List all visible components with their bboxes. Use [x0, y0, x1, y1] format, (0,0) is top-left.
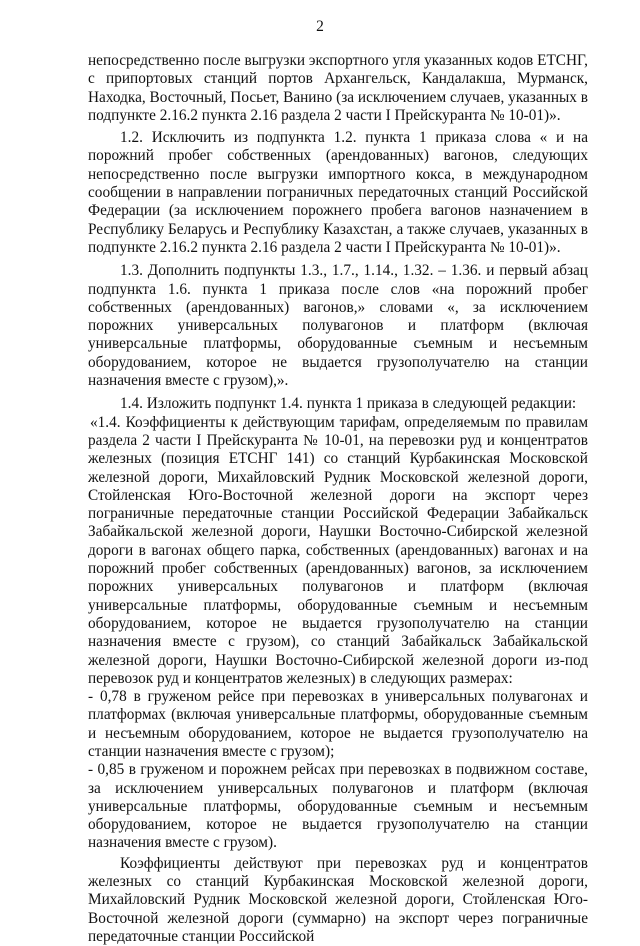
paragraph-continuation: непосредственно после выгрузки экспортного угля указанных кодов ЕТСНГ, с припортовых станций портов Архангельск, Кандалакша, Мурманск, Находка, Восточный, Посьет, Ванино (за исключением случаев, указанных в подпункте 2.16.2 пункта 2.16 раздела 2 части I Прейскуранта № 10-01)». — [88, 52, 588, 124]
document-body — [88, 52, 588, 946]
list-item-rate-078: - 0,78 в груженом рейсе при перевозках в универсальных полувагонах и платформах (включая универсальные платформы, оборудованные съемным и несъемным оборудованием, которое не выдается грузополучателю на станции назначения вместе с грузом); — [88, 688, 588, 760]
page-number: 2 — [316, 18, 324, 35]
paragraph-coefficients: Коэффициенты действуют при перевозках руд и концентратов железных со станций Курбакинская Московской железной дороги, Михайловский Рудник Московской железной дороги, Стойленская Юго-Восточной железной дороги (суммарно) на экспорт через пограничные передаточные станции Российской — [88, 854, 588, 945]
paragraph-item-1-4: 1.4. Изложить подпункт 1.4. пункта 1 приказа в следующей редакции: — [120, 395, 577, 413]
paragraph-item-1-2: 1.2. Исключить из подпункта 1.2. пункта 1 приказа слова « и на порожний пробег собственных (арендованных) вагонов, следующих непосредственно после выгрузки импортного кокса, в международном сообщении в направлении пограничных передаточных станций Российской Федерации (за исключением порожнего пробега вагонов назначением в Республику Беларусь и Республику Казахстан, а также случаев, указанных в подпункте 2.16.2 пункта 2.16 раздела 2 части I Прейскуранта № 10-01)». — [88, 129, 588, 256]
quoted-paragraph-1-4: «1.4. Коэффициенты к действующим тарифам, определяемым по правилам раздела 2 части I Прейскуранта № 10-01, на перевозки руд и концентратов железных (позиция ЕТСНГ 141) со станций Курбакинская Московской железной дороги, Михайловский Рудник Московской железной дороги, Стойленская Юго-Восточной железной дороги на экспорт через пограничные передаточные станции Российской Федерации Забайкальск Забайкальской железной дороги, Наушки Восточно-Сибирской железной дороги в вагонах общего парка, собственных (арендованных) вагонах и на порожний пробег собственных (арендованных) вагонов, за исключением порожних универсальных полувагонов и платформ (включая универсальные платформы, оборудованные съемным и несъемным оборудованием, которое не выдается грузополучателю на станции назначения вместе с грузом), со станций Забайкальск Забайкальской железной дороги, Наушки Восточно-Сибирской железной дороги из-под перевозок руд и концентратов железных) в следующих размерах: — [88, 413, 588, 687]
list-item-rate-085: - 0,85 в груженом и порожнем рейсах при перевозках в подвижном составе, за исключением универсальных полувагонов и платформ (включая универсальные платформы, оборудованные съемным и несъемным оборудованием, которое не выдается грузополучателю на станции назначения вместе с грузом). — [88, 761, 588, 852]
paragraph-item-1-3: 1.3. Дополнить подпункты 1.3., 1.7., 1.14., 1.32. – 1.36. и первый абзац подпункта 1.6. пункта 1 приказа после слов «на порожний пробег собственных (арендованных) вагонов,» словами «, за исключением порожних универсальных полувагонов и платформ (включая универсальные платформы, оборудованные съемным и несъемным оборудованием, которое не выдается грузополучателю на станции назначения вместе с грузом),». — [88, 262, 588, 390]
